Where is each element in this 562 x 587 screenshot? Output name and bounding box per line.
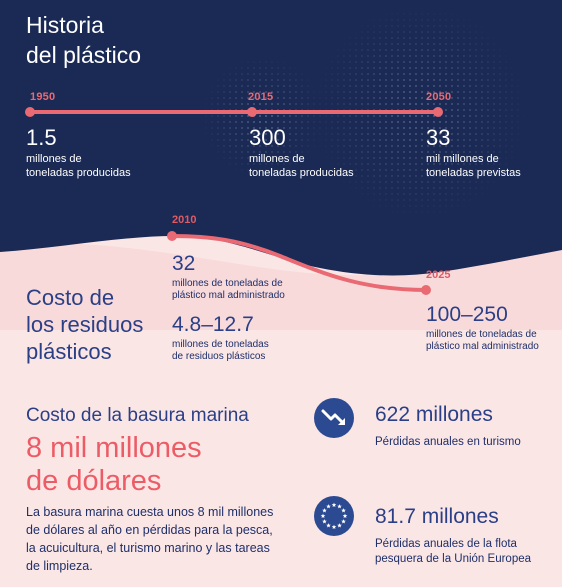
curve-dot-2025 [421,285,431,295]
year-1950: 1950 [30,91,56,103]
debris-desc-1: millones de toneladas [172,339,269,350]
waste-title-line-2: los residuos [26,312,144,337]
stat-2050 [426,126,521,180]
marine-big-figure [26,432,202,498]
stat-2050-value: 33 [426,125,451,150]
stat-fishing-value: 81.7 millones [375,505,499,528]
stat-2050-desc-1: mil millones de [426,153,499,165]
sphere-2050-dots [310,0,540,230]
eu-star-mark [341,519,346,523]
eu-star-mark [322,508,327,512]
stat-fishing-desc-2: pesquera de la Unión Europea [375,553,532,565]
marine-body-line-1: La basura marina cuesta unos 8 mil millones [26,505,274,519]
stat-2050-desc-2: toneladas previstas [426,167,521,179]
marine-body-line-3: la acuicultura, el turismo marino y las tareas [26,541,270,555]
mismanaged-2025-desc-1: millones de toneladas de [426,329,537,340]
eu-star-mark [332,503,337,507]
curve-dot-2010 [167,231,177,241]
stat-2015 [249,126,354,180]
marine-body [26,503,316,575]
waste-section-title [26,284,143,365]
eu-star-mark [326,504,331,508]
timeline-dot-2015 [247,107,257,117]
year-2025: 2025 [426,269,451,281]
stat-1950 [26,126,131,180]
mismanaged-2010-desc-1: millones de toneladas de [172,278,283,289]
stat-tourism-value: 622 millones [375,403,493,426]
eu-star-mark [332,525,337,529]
waste-title-line-1: Costo de [26,285,115,310]
page-title [26,10,141,70]
eu-star-mark [343,514,348,518]
stat-fishing-desc-1: Pérdidas anuales de la flota [375,538,517,550]
mismanaged-2010 [172,252,285,302]
marine-body-line-4: de limpieza. [26,559,93,573]
downtrend-arrow-icon [314,398,354,438]
year-2050: 2050 [426,91,452,103]
year-2015: 2015 [248,91,274,103]
stat-2015-value: 300 [249,125,286,150]
debris-value: 4.8–12.7 [172,313,254,336]
timeline-dot-1950 [25,107,35,117]
eu-stars-flag-icon [314,496,354,536]
marine-big-line-2: de dólares [26,465,162,497]
mismanaged-2010-desc-2: plástico mal administrado [172,290,285,301]
eu-star-mark [322,519,327,523]
eu-star-mark [321,514,326,518]
stat-1950-desc-1: millones de [26,153,82,165]
mismanaged-2025 [426,303,539,353]
mismanaged-2025-value: 100–250 [426,303,508,326]
marine-body-line-2: de dólares al año en pérdidas para la pesca, [26,523,273,537]
title-line-1: Historia [26,12,104,38]
eu-star-mark [326,523,331,527]
stat-tourism-desc: Pérdidas anuales en turismo [375,436,521,448]
stat-2015-desc-2: toneladas producidas [249,167,354,179]
debris-desc-2: de residuos plásticos [172,351,266,362]
stat-tourism [375,403,521,450]
debris-stat [172,313,269,363]
timeline-dot-2050 [433,107,443,117]
waste-title-line-3: plásticos [26,339,112,364]
stat-fishing [375,505,531,567]
year-2010: 2010 [172,214,197,226]
mismanaged-2025-desc-2: plástico mal administrado [426,341,539,352]
eu-star-mark [341,508,346,512]
marine-big-line-1: 8 mil millones [26,432,202,464]
eu-star-mark [337,523,342,527]
mismanaged-2010-value: 32 [172,252,196,275]
title-line-2: del plástico [26,42,142,68]
eu-star-mark [337,504,342,508]
marine-title: Costo de la basura marina [26,405,249,426]
stat-2015-desc-1: millones de [249,153,305,165]
stat-1950-desc-2: toneladas producidas [26,167,131,179]
stat-1950-value: 1.5 [26,125,57,150]
